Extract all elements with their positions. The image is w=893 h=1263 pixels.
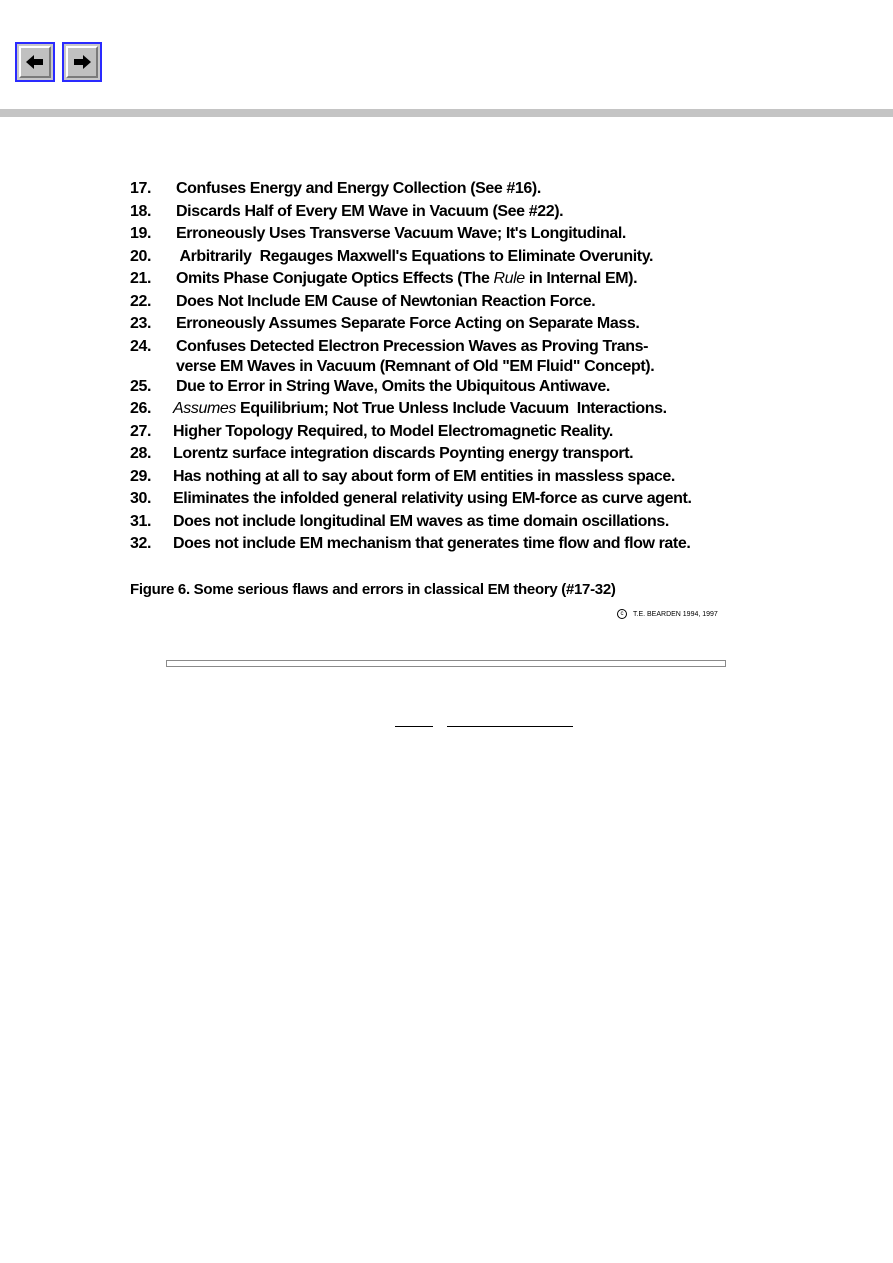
item-number: 21.	[130, 270, 152, 287]
list-item	[0, 533, 893, 556]
item-text-part: Omits Phase Conjugate Optics Effects (The	[176, 270, 494, 287]
item-text: Does Not Include EM Cause of Newtonian Reaction Force.	[176, 292, 596, 310]
item-text: Erroneously Uses Transverse Vacuum Wave; It's Longitudinal.	[176, 225, 626, 242]
page-link-underline[interactable]	[395, 726, 433, 727]
list-item	[0, 376, 893, 399]
item-text-part: Equilibrium; Not True Unless Include Vacuum Interactions.	[236, 400, 667, 417]
left-arrow-icon	[25, 52, 45, 72]
figure-caption: Figure 6. Some serious flaws and errors in classical EM theory (#17-32)	[130, 581, 616, 598]
list-item	[0, 268, 893, 291]
list-item	[0, 466, 893, 489]
forward-button[interactable]	[62, 42, 102, 82]
copyright-icon: c	[617, 609, 627, 619]
page-link-underline[interactable]	[447, 726, 573, 727]
item-text: Lorentz surface integration discards Poynting energy transport.	[173, 445, 634, 462]
item-number: 31.	[130, 512, 152, 530]
item-text: Does not include EM mechanism that generates time flow and flow rate.	[173, 535, 691, 552]
right-arrow-icon	[72, 52, 92, 72]
list-item	[0, 421, 893, 444]
item-number: 17.	[130, 180, 152, 197]
item-text-emphasis: Rule	[493, 270, 525, 287]
item-text: Due to Error in String Wave, Omits the Ubiquitous Antiwave.	[176, 377, 610, 395]
item-number: 25.	[130, 377, 152, 395]
item-number: 20.	[130, 247, 152, 265]
item-text: Erroneously Assumes Separate Force Acting on Separate Mass.	[176, 315, 640, 332]
flaws-list	[0, 178, 893, 556]
item-text: Arbitrarily Regauges Maxwell's Equations to Eliminate Overunity.	[176, 247, 654, 265]
figure-bottom-frame	[166, 660, 726, 667]
list-item	[0, 488, 893, 511]
copyright-text: T.E. BEARDEN 1994, 1997	[633, 610, 718, 618]
list-item	[0, 443, 893, 466]
list-item	[0, 291, 893, 314]
item-number: 22.	[130, 292, 152, 310]
item-text	[176, 336, 654, 375]
list-item	[0, 223, 893, 246]
list-item	[0, 398, 893, 421]
list-item	[0, 511, 893, 534]
item-number: 30.	[130, 490, 152, 507]
item-number: 18.	[130, 202, 152, 220]
item-number: 27.	[130, 422, 152, 440]
item-text-line: Confuses Detected Electron Precession Waves as Proving Trans-	[176, 337, 649, 355]
item-number: 24.	[130, 337, 152, 355]
item-text-emphasis: Assumes	[173, 400, 236, 417]
item-text: Discards Half of Every EM Wave in Vacuum (See #22).	[176, 202, 564, 220]
item-number: 26.	[130, 400, 152, 417]
list-item	[0, 336, 893, 376]
list-item	[0, 178, 893, 201]
item-text: Confuses Energy and Energy Collection (See #16).	[176, 180, 541, 197]
item-number: 19.	[130, 225, 152, 242]
item-text: Eliminates the infolded general relativity using EM-force as curve agent.	[173, 490, 692, 507]
item-text: Has nothing at all to say about form of EM entities in massless space.	[173, 467, 675, 485]
item-text-part: in Internal EM).	[524, 270, 638, 287]
item-text	[176, 268, 637, 290]
item-text-line: verse EM Waves in Vacuum (Remnant of Old "EM Fluid" Concept).	[176, 357, 655, 375]
item-text: Higher Topology Required, to Model Electromagnetic Reality.	[173, 422, 613, 440]
list-item	[0, 313, 893, 336]
item-number: 29.	[130, 467, 152, 485]
header-divider	[0, 109, 893, 117]
back-button[interactable]	[15, 42, 55, 82]
item-number: 32.	[130, 535, 152, 552]
list-item	[0, 201, 893, 224]
item-text: Does not include longitudinal EM waves as time domain oscillations.	[173, 512, 669, 530]
item-number: 28.	[130, 445, 152, 462]
copyright-notice	[617, 609, 718, 619]
item-text	[173, 398, 667, 420]
list-item	[0, 246, 893, 269]
item-number: 23.	[130, 315, 152, 332]
